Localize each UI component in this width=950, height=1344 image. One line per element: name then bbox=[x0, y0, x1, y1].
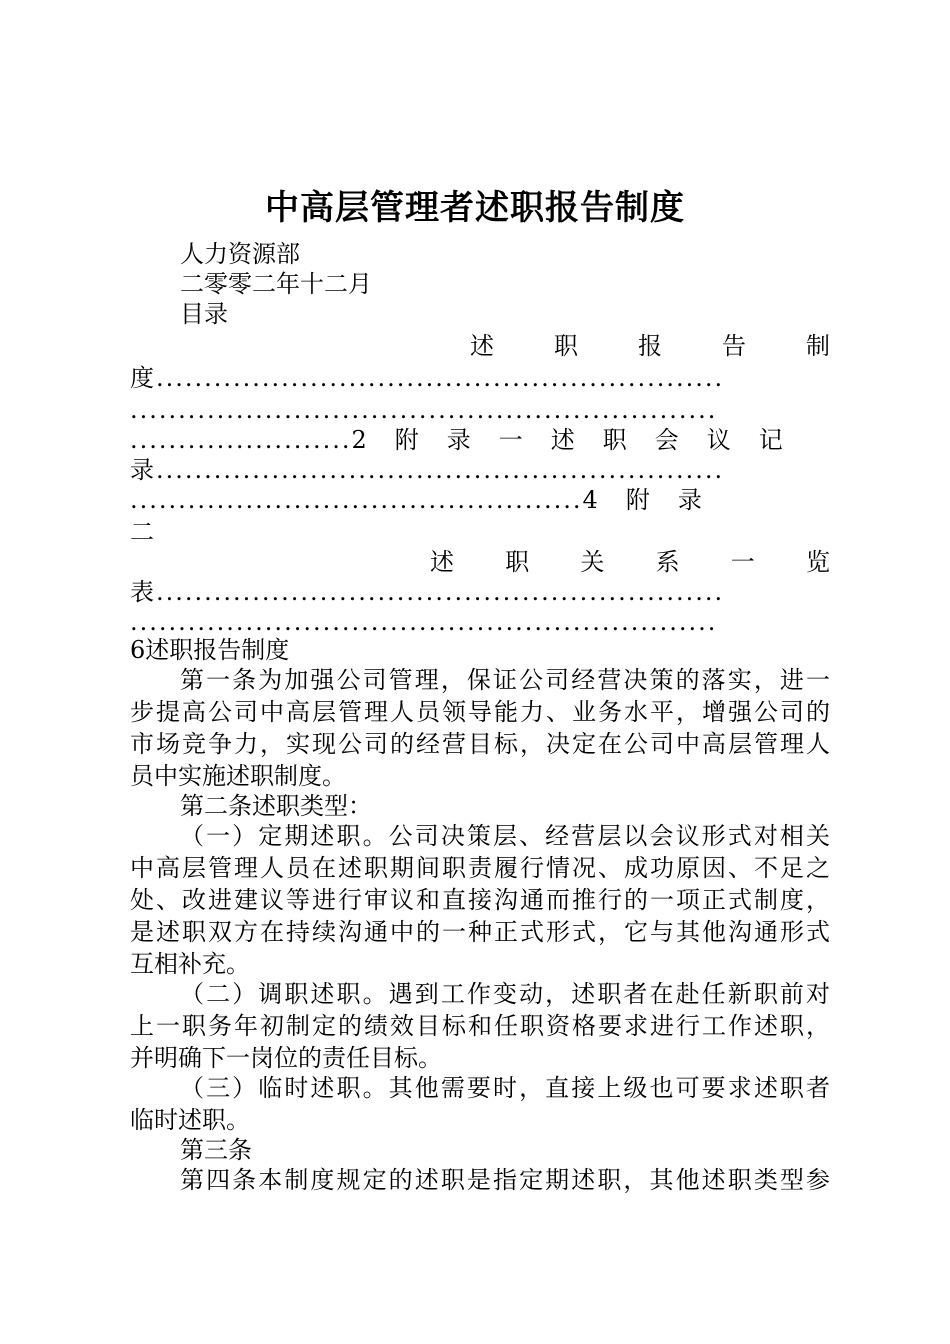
toc-line: 录........................................................... bbox=[130, 456, 725, 484]
body-line: 上一职务年初制定的绩效目标和任职资格要求进行工作述职， bbox=[130, 1012, 830, 1040]
body-line: （二）调职述职。遇到工作变动，述职者在赴任新职前对 bbox=[180, 980, 830, 1008]
body-line: 临时述职。 bbox=[130, 1106, 250, 1134]
page-title: 中高层管理者述职报告制度 bbox=[265, 188, 685, 228]
toc-line: 二 bbox=[130, 518, 154, 546]
body-line: （一）定期述职。公司决策层、经营层以会议形式对相关 bbox=[180, 822, 830, 850]
toc-line: 度........................................................... bbox=[130, 364, 725, 392]
toc-line: 述 职 关 系 一 览 bbox=[430, 548, 830, 576]
body-line: 中高层管理人员在述职期间职责履行情况、成功原因、不足之 bbox=[130, 854, 830, 882]
toc-line: ...............................................4 附 录 bbox=[130, 486, 704, 514]
toc-heading: 目录 bbox=[180, 300, 228, 328]
body-line: 并明确下一岗位的责任目标。 bbox=[130, 1044, 442, 1072]
body-line: 员中实施述职制度。 bbox=[130, 762, 346, 790]
article-heading: 第三条 bbox=[180, 1136, 252, 1164]
article-heading: 第二条述职类型： bbox=[180, 792, 372, 820]
toc-line: ............................................................. bbox=[130, 608, 718, 636]
toc-line: 表........................................................... bbox=[130, 578, 725, 606]
body-line: 第四条本制度规定的述职是指定期述职，其他述职类型参 bbox=[180, 1166, 830, 1194]
body-line: 第一条为加强公司管理，保证公司经营决策的落实，进一 bbox=[180, 666, 830, 694]
body-line: 处、改进建议等进行审议和直接沟通而推行的一项正式制度， bbox=[130, 886, 830, 914]
toc-line: .......................2 附 录 一 述 职 会 议 记 bbox=[130, 426, 785, 454]
toc-line: 述 职 报 告 制 bbox=[470, 332, 830, 360]
toc-line: ............................................................. bbox=[130, 396, 718, 424]
date-line: 二零零二年十二月 bbox=[180, 270, 372, 298]
body-line: 是述职双方在持续沟通中的一种正式形式，它与其他沟通形式 bbox=[130, 918, 830, 946]
department-line: 人力资源部 bbox=[180, 240, 300, 268]
body-line: （三）临时述职。其他需要时，直接上级也可要求述职者 bbox=[180, 1074, 830, 1102]
body-line: 互相补充。 bbox=[130, 950, 250, 978]
section-heading: 6述职报告制度 bbox=[130, 636, 290, 664]
body-line: 市场竞争力，实现公司的经营目标，决定在公司中高层管理人 bbox=[130, 730, 830, 758]
body-line: 步提高公司中高层管理人员领导能力、业务水平，增强公司的 bbox=[130, 698, 830, 726]
